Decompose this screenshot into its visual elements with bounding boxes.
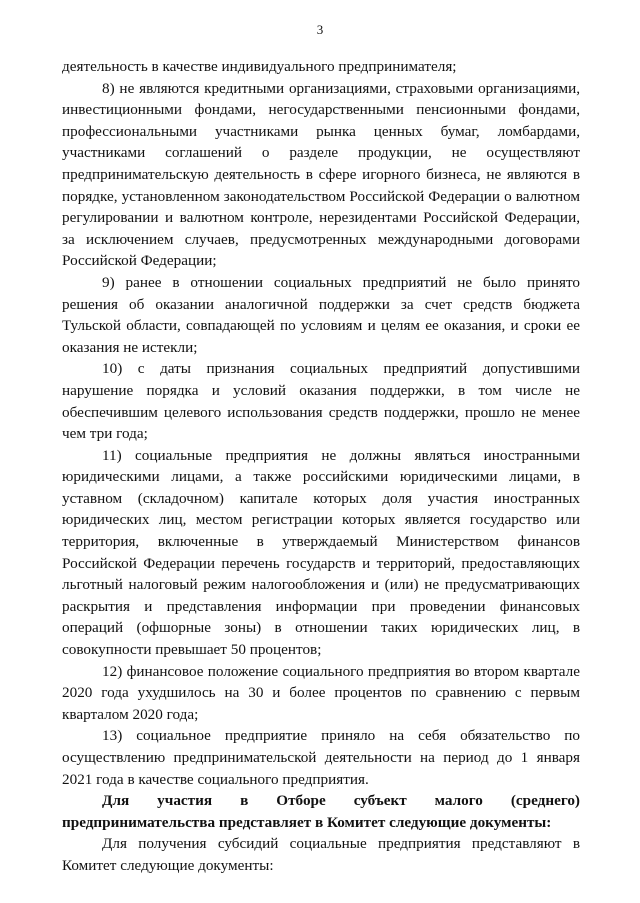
list-item-13: 13) социальное предприятие приняло на себя обязательство по осуществлению предпринимательской деятельности на период до 1 января 2021 года в качестве социального предприятия.	[62, 727, 580, 788]
list-item-11: 11) социальные предприятия не должны являться иностранными юридическими лицами, а также российскими юридическими лицами, в уставном (складочном) капитале которых доля участия иностранных юридических лиц, местом регистрации которых является государство или территория, включенные в утверждаемый Министерством финансов Российской Федерации перечень государств и территорий, предоставляющих льготный налоговый режим налогообложения и (или) не предусматривающих раскрытия и представления информации при проведении финансовых операций (офшорные зоны) в отношении таких юридических лиц, в совокупности превышает 50 процентов;	[62, 446, 580, 659]
document-body	[62, 56, 580, 877]
list-item-9: 9) ранее в отношении социальных предприятий не было принято решения об оказании аналогичной поддержки за счет средств бюджета Тульской области, совпадающей по условиям и целям ее оказания, и сроки ее оказания не истекли;	[62, 273, 580, 356]
list-item-8: 8) не являются кредитными организациями, страховыми организациями, инвестиционными фондами, негосударственными пенсионными фондами, профессиональными участниками рынка ценных бумаг, ломбардами, участниками соглашений о разделе продукции, не осуществляют предпринимательскую деятельность в сфере игорного бизнеса, не являются в порядке, установленном законодательством Российской Федерации о валютном регулировании и валютном контроле, нерезидентами Российской Федерации, за исключением случаев, предусмотренных международными договорами Российской Федерации;	[62, 79, 580, 270]
list-item-12: 12) финансовое положение социального предприятия во втором квартале 2020 года ухудшилось на 30 и более процентов по сравнению с первым кварталом 2020 года;	[62, 662, 580, 723]
paragraph-continuation: деятельность в качестве индивидуального предпринимателя;	[62, 58, 457, 75]
page-number: 3	[316, 22, 324, 37]
list-item-10: 10) с даты признания социальных предприятий допустившими нарушение порядка и условий оказания поддержки, в том числе не обеспечившим целевого использования средств поддержки, прошло не менее чем три года;	[62, 360, 580, 443]
documents-heading: Для участия в Отборе субъект малого (среднего) предпринимательства представляет в Комитет следующие документы:	[62, 792, 580, 831]
documents-intro: Для получения субсидий социальные предприятия представляют в Комитет следующие документы:	[62, 835, 580, 874]
